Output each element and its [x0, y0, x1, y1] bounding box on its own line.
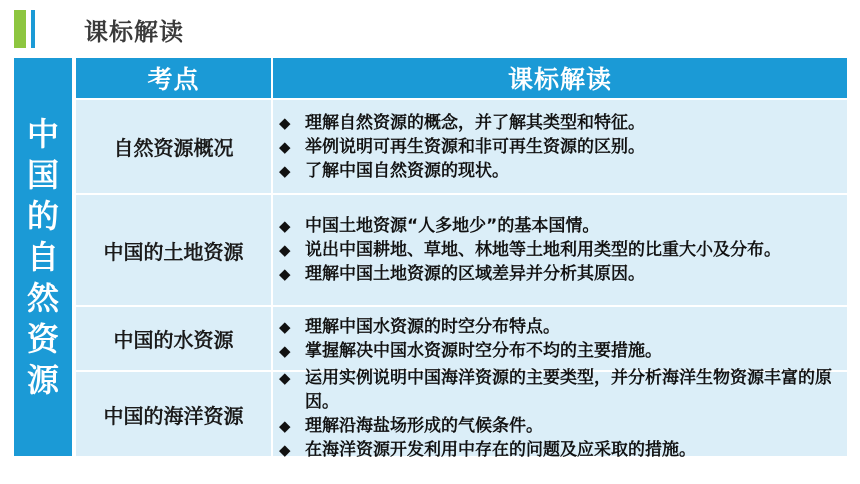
topic-cell: 中国的海洋资源 [76, 372, 271, 456]
standard-item-text: 举例说明可再生资源和非可再生资源的区别。 [305, 136, 645, 157]
standard-item [279, 438, 839, 462]
side-char: 源 [26, 360, 59, 399]
standard-item [279, 238, 839, 262]
diamond-bullet-icon: ◆ [279, 341, 291, 360]
side-char: 的 [26, 196, 59, 235]
side-char: 国 [26, 155, 59, 194]
standard-item [279, 414, 839, 438]
standard-cell [273, 195, 847, 305]
standard-item-text: 了解中国自然资源的现状。 [305, 160, 509, 181]
diamond-bullet-icon: ◆ [279, 317, 291, 336]
standard-item [279, 111, 839, 135]
column-header-standard: 课标解读 [273, 58, 847, 98]
standard-item [279, 339, 839, 363]
page-title: 课标解读 [84, 18, 184, 46]
standard-item [279, 214, 839, 238]
diamond-bullet-icon: ◆ [279, 369, 291, 387]
side-char: 中 [26, 114, 59, 153]
column-header-topic: 考点 [76, 58, 271, 98]
title-accent-blue [31, 10, 35, 48]
standard-item-text: 说出中国耕地、草地、林地等土地利用类型的比重大小及分布。 [305, 240, 781, 260]
topic-cell: 中国的水资源 [76, 307, 271, 370]
standard-cell [273, 368, 847, 460]
standard-item [279, 262, 839, 286]
standard-item-text: 理解沿海盐场形成的气候条件。 [305, 416, 543, 436]
standard-cell [273, 307, 847, 370]
standard-item [279, 159, 839, 183]
standard-item-text: 掌握解决中国水资源时空分布不均的主要措施。 [305, 340, 662, 361]
side-category-label [14, 58, 72, 456]
standard-item-text: 中国土地资源“人多地少”的基本国情。 [305, 216, 600, 236]
standard-item [279, 135, 839, 159]
topic-cell: 自然资源概况 [76, 100, 271, 193]
standard-item [279, 366, 839, 414]
diamond-bullet-icon: ◆ [279, 113, 291, 132]
diamond-bullet-icon: ◆ [279, 417, 291, 435]
side-char: 自 [26, 237, 59, 276]
standard-item-text: 理解中国土地资源的区域差异并分析其原因。 [305, 264, 645, 284]
title-bar [0, 0, 860, 54]
diamond-bullet-icon: ◆ [279, 137, 291, 156]
standard-item-text: 在海洋资源开发利用中存在的问题及应采取的措施。 [305, 440, 696, 460]
diamond-bullet-icon: ◆ [279, 217, 291, 235]
diamond-bullet-icon: ◆ [279, 265, 291, 283]
diamond-bullet-icon: ◆ [279, 161, 291, 180]
side-char: 然 [26, 278, 59, 317]
diamond-bullet-icon: ◆ [279, 241, 291, 259]
standard-item-text: 理解自然资源的概念，并了解其类型和特征。 [305, 112, 645, 133]
standard-item [279, 315, 839, 339]
standard-cell [273, 100, 847, 193]
standard-item-text: 理解中国水资源的时空分布特点。 [305, 316, 560, 337]
standard-item-text: 运用实例说明中国海洋资源的主要类型，并分析海洋生物资源丰富的原因。 [305, 368, 832, 412]
diamond-bullet-icon: ◆ [279, 441, 291, 459]
topic-cell: 中国的土地资源 [76, 195, 271, 305]
title-accent-green [14, 10, 26, 48]
side-char: 资 [26, 319, 59, 358]
